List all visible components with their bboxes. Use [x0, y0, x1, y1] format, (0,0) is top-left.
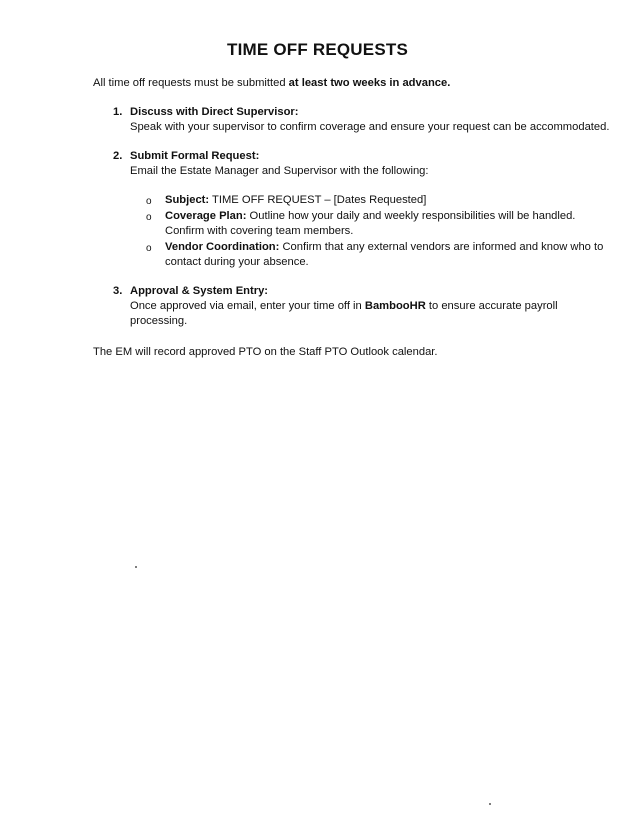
step-body: Email the Estate Manager and Supervisor with the following: [130, 165, 429, 177]
sub-item [165, 193, 625, 208]
sub-item-text: TIME OFF REQUEST – [Dates Requested] [209, 194, 427, 206]
step-body-text: to ensure accurate payroll processing. [130, 300, 558, 327]
sub-item-label: Coverage Plan: [165, 210, 247, 222]
intro-paragraph [93, 76, 450, 90]
sub-item [165, 240, 620, 270]
page-title: TIME OFF REQUESTS [227, 40, 408, 59]
step-body: Speak with your supervisor to confirm coverage and ensure your request can be accommodated. [130, 121, 610, 133]
scan-speck [135, 566, 137, 568]
intro-emphasis: at least two weeks in advance. [288, 77, 451, 89]
bullet-icon: o [146, 243, 152, 254]
bullet-icon: o [146, 212, 152, 223]
intro-text: All time off requests must be submitted [93, 77, 289, 89]
sub-item-label: Vendor Coordination: [165, 241, 280, 253]
sub-item-label: Subject: [165, 194, 210, 206]
sub-item [165, 209, 605, 239]
step-body-text: Once approved via email, enter your time off in [130, 300, 365, 312]
step-number: 1. [113, 106, 123, 118]
step-number: 2. [113, 150, 123, 162]
step-heading: Approval & System Entry: [130, 285, 269, 297]
closing-paragraph: The EM will record approved PTO on the Staff PTO Outlook calendar. [93, 346, 438, 358]
step-body-emphasis: BambooHR [364, 300, 426, 312]
step-body [130, 299, 585, 329]
step-heading: Discuss with Direct Supervisor: [130, 106, 299, 118]
sub-item-text: Confirm that any external vendors are informed and know who to contact during your absence. [165, 241, 604, 268]
bullet-icon: o [146, 196, 152, 207]
step-heading: Submit Formal Request: [130, 150, 260, 162]
sub-item-text: Outline how your daily and weekly responsibilities will be handled. Confirm with covering team members. [165, 210, 576, 237]
step-number: 3. [113, 285, 123, 297]
scan-speck [489, 803, 491, 805]
